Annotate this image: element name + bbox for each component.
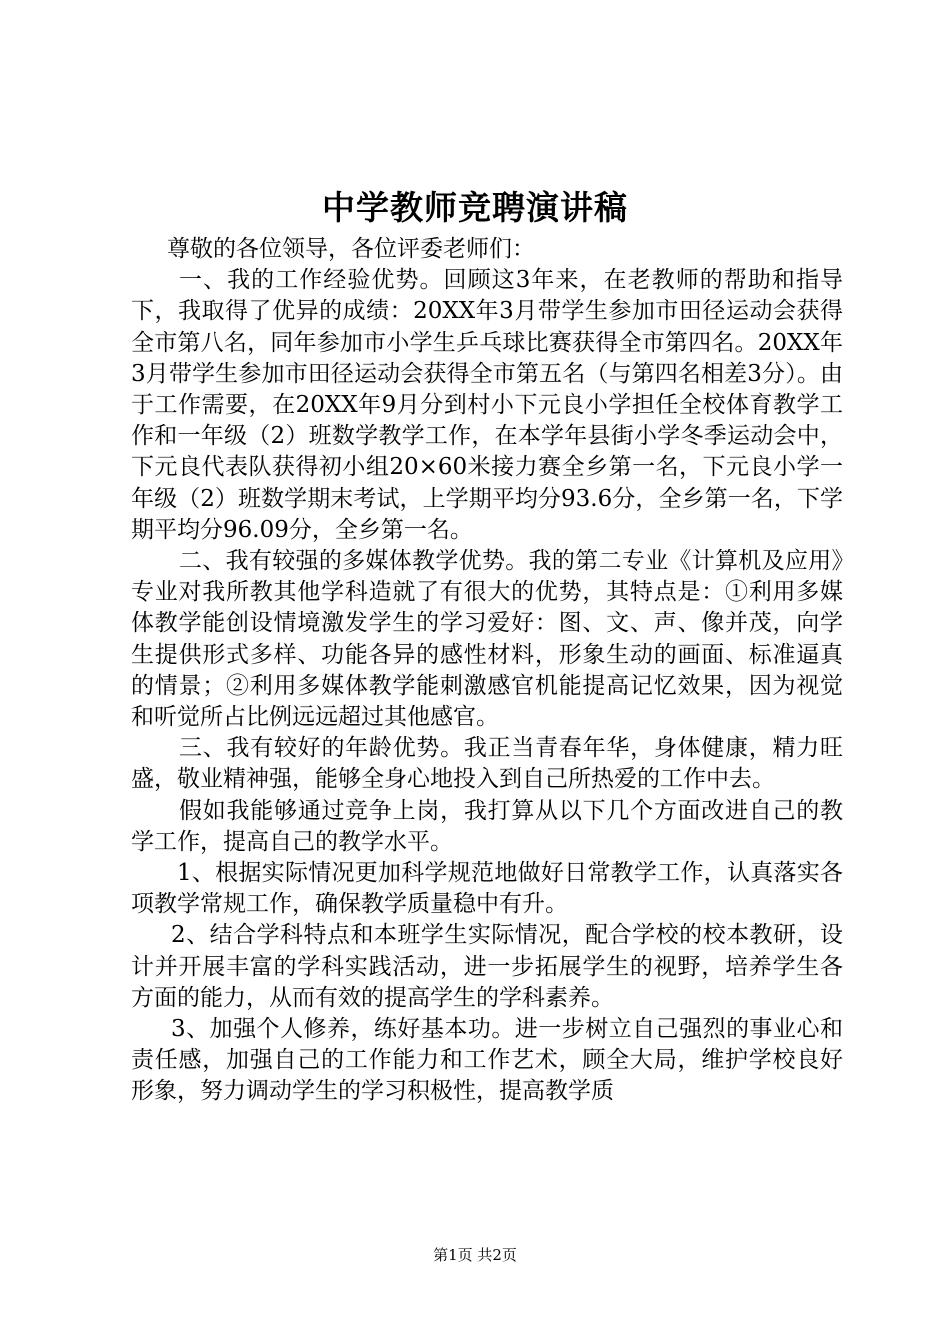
work-experience-paragraph: 一、我的工作经验优势。回顾这3年来，在老教师的帮助和指导下，我取得了优异的成绩：20XX年3月带学生参加市田径运动会获得全市第八名，同年参加市小学生乒乓球比赛获得全市第四名。20XX年3月带学生参加市田径运动会获得全市第五名（与第四名相差3分）。由于工作需要，在20XX年9月分到村小下元良小学担任全校体育教学工作和一年级（2）班数学教学工作，在本学年县街小学冬季运动会中，下元良代表队获得初小组20×60米接力赛全乡第一名，下元良小学一年级（2）班数学期末考试，上学期平均分93.6分，全乡第一名，下学期平均分96.09分，全乡第一名。 bbox=[131, 267, 843, 543]
document-body bbox=[131, 234, 843, 1108]
page-footer: 第1页 共2页 bbox=[433, 1246, 517, 1264]
plan-item-2-paragraph: 2、结合学科特点和本班学生实际情况，配合学校的校本教研，设计并开展丰富的学科实践活动，进一步拓展学生的视野，培养学生各方面的能力，从而有效的提高学生的学科素养。 bbox=[131, 922, 843, 1011]
multimedia-paragraph: 二、我有较强的多媒体教学优势。我的第二专业《计算机及应用》专业对我所教其他学科造就了有很大的优势，其特点是：①利用多媒体教学能创设情境激发学生的学习爱好：图、文、声、像并茂，向学生提供形式多样、功能各异的感性材料，形象生动的画面、标准逼真的情景；②利用多媒体教学能刺激感官机能提高记忆效果，因为视觉和听觉所占比例远远超过其他感官。 bbox=[131, 548, 843, 731]
plan-item-3-paragraph: 3、加强个人修养，练好基本功。进一步树立自己强烈的事业心和责任感，加强自己的工作能力和工作艺术，顾全大局，维护学校良好形象，努力调动学生的学习积极性，提高教学质 bbox=[131, 1016, 843, 1105]
improvement-intro-paragraph: 假如我能够通过竞争上岗，我打算从以下几个方面改进自己的教学工作，提高自己的教学水平。 bbox=[131, 797, 843, 855]
document-title: 中学教师竞聘演讲稿 bbox=[322, 188, 628, 227]
salutation-paragraph: 尊敬的各位领导，各位评委老师们： bbox=[167, 236, 535, 262]
plan-item-1-paragraph: 1、根据实际情况更加科学规范地做好日常教学工作，认真落实各项教学常规工作，确保教学质量稳中有升。 bbox=[131, 860, 843, 918]
age-advantage-paragraph: 三、我有较好的年龄优势。我正当青春年华，身体健康，精力旺盛，敬业精神强，能够全身心地投入到自己所热爱的工作中去。 bbox=[131, 735, 843, 793]
